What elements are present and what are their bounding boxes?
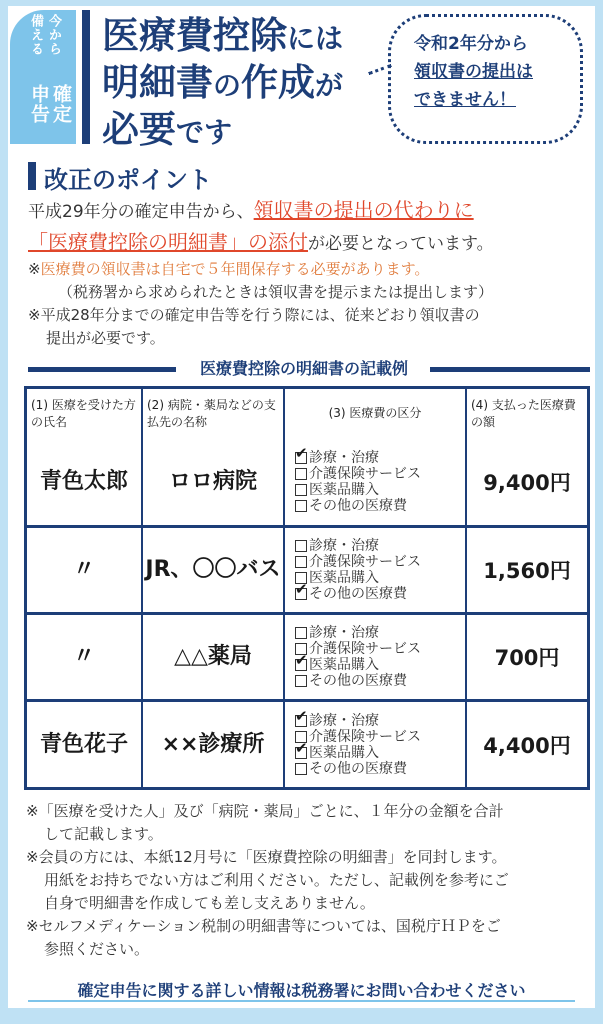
category-option — [295, 641, 421, 657]
patient-name: 青色花子 — [39, 731, 128, 757]
patient-name: 〃 — [72, 557, 95, 582]
checkbox-icon — [295, 500, 307, 512]
checkbox-icon — [295, 540, 307, 552]
table-row — [27, 525, 587, 612]
page-title: 医療費控除には 明細書の作成が 必要です — [102, 14, 344, 151]
example-table — [24, 386, 590, 790]
payee-name: JR、〇〇バス — [141, 528, 283, 612]
category-label: 医薬品購入 — [309, 657, 379, 673]
payee-name: △△薬局 — [141, 615, 283, 699]
category-option — [295, 657, 379, 673]
speech-bubble-text: 令和2年分から 領収書の提出は できません！ — [414, 34, 533, 110]
category-checks — [283, 438, 465, 525]
category-option — [295, 729, 421, 745]
category-label: その他の医療費 — [309, 586, 407, 602]
category-option — [295, 498, 407, 514]
amount: 9,400円 — [465, 438, 587, 525]
checkbox-icon — [295, 675, 307, 687]
footnotes: ※「医療を受けた人」及び「病院・薬局」ごとに、１年分の金額を合計 して記載します。 ※会員の方には、本紙12月号に「医療費控除の明細書」を同封します。 用紙をお持ちでない方はご利用ください。ただし、記載例を参考にご 自身で明細書を作成しても差し支えありません。 ※セルフメディケーション税制の明細書等については、国税庁ＨＰをご 参照ください。 — [26, 802, 509, 958]
category-option — [295, 570, 379, 586]
payee-name: ロロ病院 — [141, 438, 283, 525]
category-checks — [283, 615, 465, 699]
bottom-rule — [28, 1000, 575, 1002]
revision-notes: ※医療費の領収書は自宅で５年間保存する必要があります。 （税務署から求められたときは領収書を提示または提出します） ※平成28年分までの確定申告等を行う際には、従来どおり領収書の 提出が必要です。 — [28, 260, 494, 347]
frame-bottom — [0, 1008, 603, 1024]
table-header-cell: (4) 支払った医療費の額 — [465, 389, 587, 438]
category-label: 介護保険サービス — [309, 554, 421, 570]
checkbox-icon — [295, 763, 307, 775]
revision-lead: 平成29年分の確定申告から、領収書の提出の代わりに 「医療費控除の明細書」の添付が必要となっています。 — [28, 198, 494, 254]
amount: 1,560円 — [465, 528, 587, 612]
table-row — [27, 438, 587, 525]
category-option — [295, 713, 379, 729]
payee-name: ××診療所 — [141, 702, 283, 787]
amount: 4,400円 — [465, 702, 587, 787]
category-label: 医薬品購入 — [309, 481, 379, 498]
example-rule-left — [28, 367, 176, 372]
category-option — [295, 538, 379, 554]
badge-text-2: 備える — [28, 14, 43, 56]
patient-name: 青色太郎 — [39, 468, 128, 494]
checkbox-icon — [295, 556, 307, 568]
frame-right — [595, 0, 603, 1024]
checkbox-icon — [295, 484, 307, 496]
table-row — [27, 699, 587, 787]
checkbox-icon — [295, 468, 307, 480]
checked-box-icon — [295, 715, 307, 727]
patient-name: 〃 — [72, 644, 95, 669]
category-label: その他の医療費 — [309, 497, 407, 514]
badge-text-3: 確定 — [50, 84, 72, 124]
category-label: 医薬品購入 — [309, 570, 379, 586]
checked-box-icon — [295, 659, 307, 671]
table-header-cell: (3) 医療費の区分 — [283, 389, 465, 438]
title-divider — [82, 10, 90, 144]
table-header-cell: (1) 医療を受けた方の氏名 — [31, 397, 136, 429]
checked-box-icon — [295, 452, 307, 464]
category-option — [295, 673, 407, 689]
example-title: 医療費控除の明細書の記載例 — [199, 359, 408, 378]
badge-text-4: 申告 — [28, 84, 50, 124]
checked-box-icon — [295, 747, 307, 759]
category-label: その他の医療費 — [309, 760, 407, 777]
frame-left — [0, 0, 8, 1024]
checked-box-icon — [295, 588, 307, 600]
frame-top — [0, 0, 603, 6]
category-label: 診療・治療 — [309, 449, 379, 466]
category-checks — [283, 528, 465, 612]
category-label: 介護保険サービス — [309, 728, 421, 745]
category-label: 診療・治療 — [309, 538, 379, 554]
category-label: 介護保険サービス — [309, 465, 421, 482]
checkbox-icon — [295, 627, 307, 639]
section-marker — [28, 162, 36, 190]
category-label: 介護保険サービス — [309, 641, 421, 657]
table-body — [27, 438, 587, 787]
amount: 700円 — [465, 615, 587, 699]
section-title: 改正のポイント — [44, 166, 212, 194]
category-option — [295, 450, 379, 466]
category-label: 診療・治療 — [309, 625, 379, 641]
table-header-cell: (2) 病院・薬局などの支払先の名称 — [141, 389, 283, 438]
badge-text-1: 今から — [46, 14, 61, 56]
category-checks — [283, 702, 465, 787]
category-option — [295, 586, 407, 602]
table-header-row — [27, 389, 587, 438]
category-option — [295, 554, 421, 570]
category-option — [295, 761, 407, 777]
category-label: 診療・治療 — [309, 712, 379, 729]
example-rule-right — [430, 367, 590, 372]
category-label: 医薬品購入 — [309, 744, 379, 761]
category-option — [295, 466, 421, 482]
category-label: その他の医療費 — [309, 673, 407, 689]
table-row — [27, 612, 587, 699]
category-option — [295, 745, 379, 761]
category-option — [295, 482, 379, 498]
bottom-message: 確定申告に関する詳しい情報は税務署にお問い合わせください — [77, 981, 526, 1000]
category-option — [295, 625, 379, 641]
